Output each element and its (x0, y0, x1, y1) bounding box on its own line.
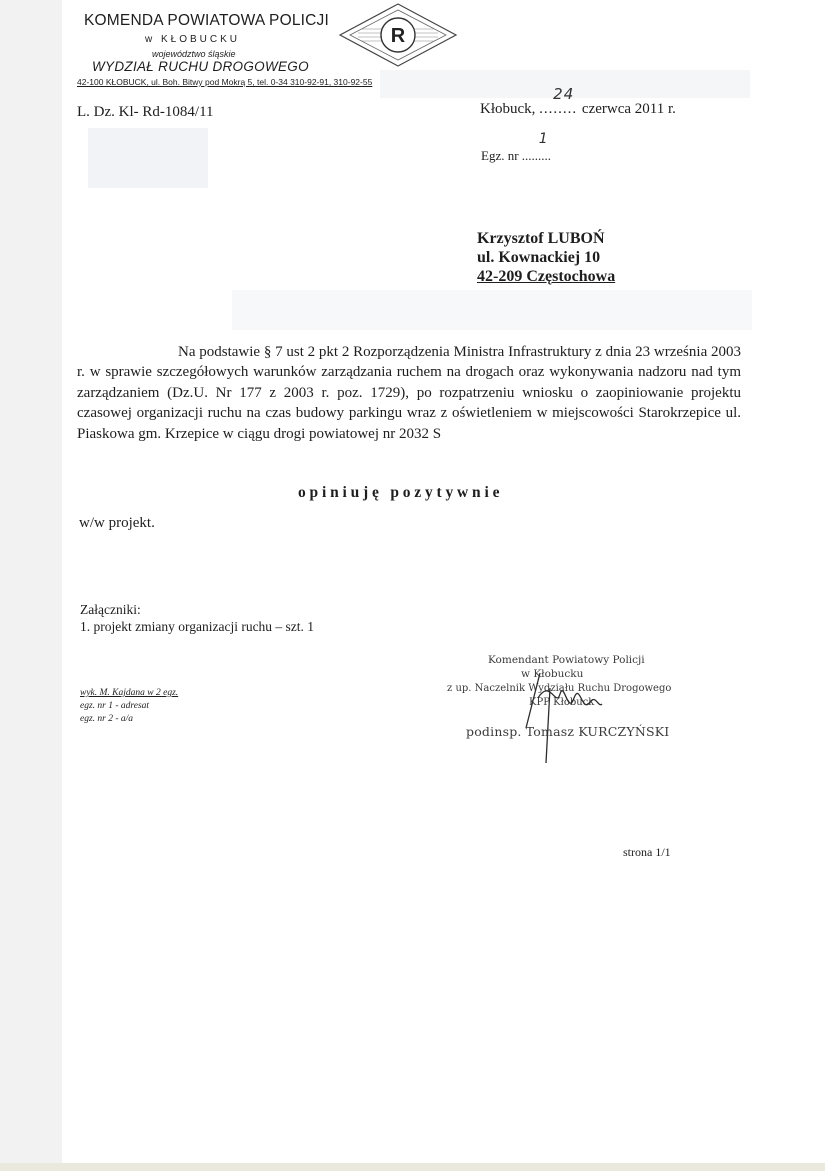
distribution-copy-2: egz. nr 2 - a/a (80, 714, 134, 724)
scan-left-margin (0, 0, 62, 1171)
logo-letter: R (390, 25, 406, 47)
bleed-through-logo (88, 128, 208, 188)
date-day-handwritten: 24 (553, 85, 575, 103)
copy-number-field: ......... 1 (521, 131, 552, 163)
addressee-city: 42-209 Częstochowa (477, 268, 616, 285)
page-number: strona 1/1 (623, 845, 671, 859)
signatory-name: podinsp. Tomasz KURCZYŃSKI (466, 724, 670, 739)
addressee-street: ul. Kownackiej 10 (477, 249, 601, 266)
date-day-field: ........ 24 (539, 85, 578, 117)
attachments-heading: Załączniki: (80, 602, 141, 617)
stamp-line-commander: Komendant Powiatowy Policji (488, 654, 645, 666)
copy-number-handwritten: 1 (538, 131, 548, 147)
copy-prefix: Egz. nr (481, 148, 519, 163)
distribution-copy-1: egz. nr 1 - adresat (80, 701, 150, 711)
traffic-police-logo (338, 2, 458, 68)
reference-number: L. Dz. Kl- Rd-1084/11 (77, 104, 214, 120)
body-paragraph: Na podstawie § 7 ust 2 pkt 2 Rozporządzenia Ministra Infrastruktury z dnia 23 września 2003 r. w sprawie szczegółowych warunków zarządzania ruchem na drogach oraz wykonywania nadzoru nad tym zarządzaniem (Dz.U. Nr 177 z 2003 r. poz. 1729), po rozpatrzeniu wniosku o zaopiniowanie projektu czasowej organizacji ruchu na czas budowy parkingu wraz z oświetleniem w miejscowości Starokrzepice ul. Piaskowa gm. Krzepice w ciągu drogi powiatowej nr 2032 S (77, 344, 741, 442)
opinion-statement: opiniuję pozytywnie (298, 484, 504, 501)
stamp-line-department: z up. Naczelnik Wydziału Ruchu Drogowego (447, 683, 672, 694)
project-line: w/w projekt. (79, 515, 155, 531)
copy-number (481, 131, 552, 164)
stamp-line-city: w Kłobucku (521, 668, 584, 680)
header-city: w KŁOBUCKU (145, 34, 241, 45)
stamp-line-unit: KPP Kłobuck (529, 697, 595, 708)
handwritten-signature (510, 668, 630, 768)
prepared-by: wyk. M. Kajdana w 2 egz. (80, 688, 179, 698)
date-prefix: Kłobuck, (480, 101, 536, 117)
scan-bottom-edge (0, 1163, 825, 1171)
bleed-through-subject (232, 290, 752, 330)
header-department: WYDZIAŁ RUCHU DROGOWEGO (92, 59, 309, 74)
header-voivodeship: województwo śląskie (152, 49, 236, 59)
document-date (480, 85, 676, 118)
header-title: KOMENDA POWIATOWA POLICJI (84, 12, 330, 29)
date-suffix: czerwca 2011 r. (581, 101, 676, 117)
addressee-name: Krzysztof LUBOŃ (477, 230, 605, 247)
header-address: 42-100 KŁOBUCK, ul. Boh. Bitwy pod Mokrą 5, tel. 0-34 310-92-91, 310-92-55 (77, 77, 373, 87)
attachment-item: 1. projekt zmiany organizacji ruchu – szt. 1 (80, 619, 315, 634)
